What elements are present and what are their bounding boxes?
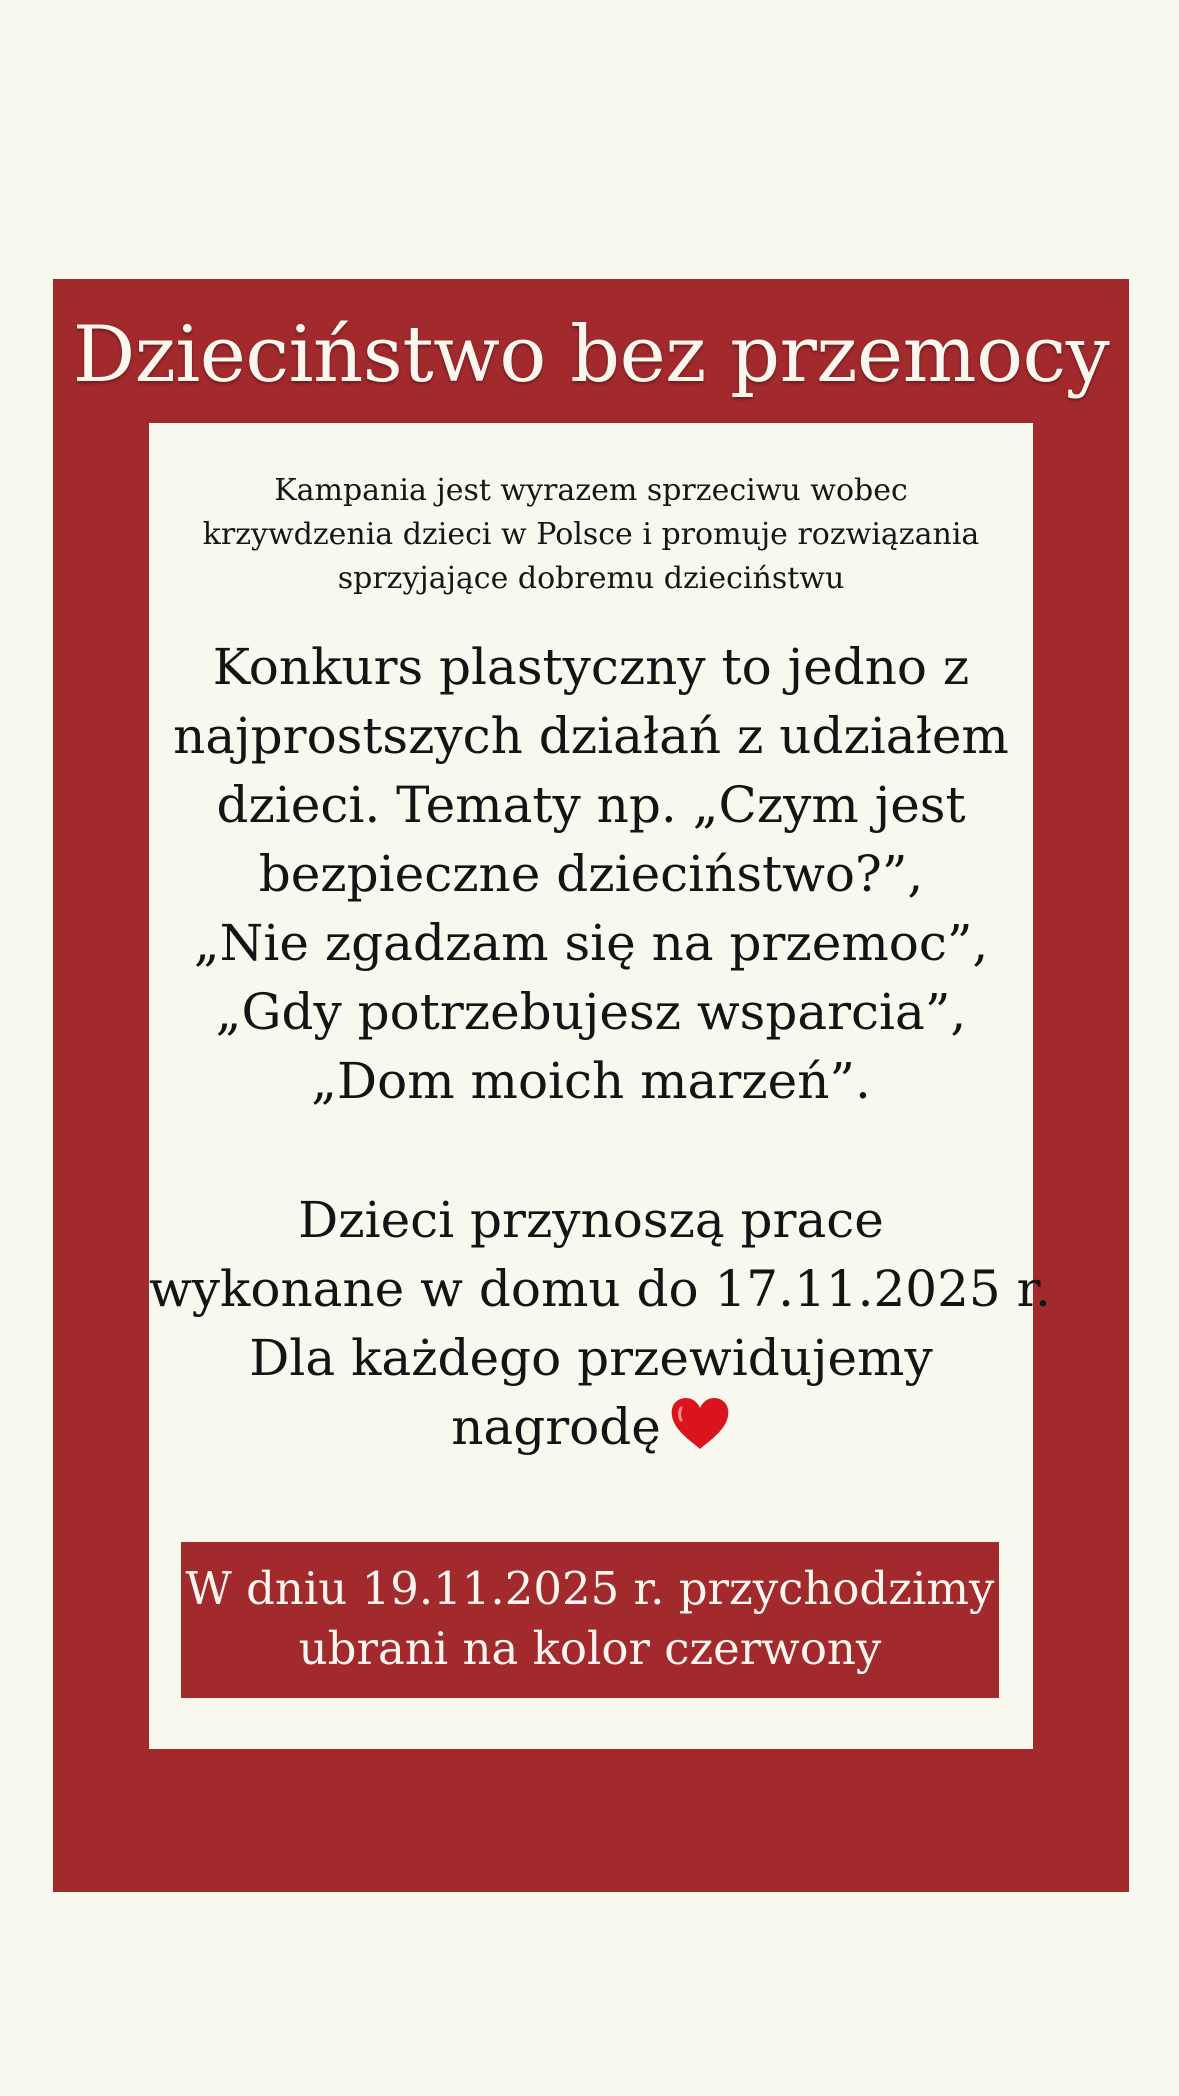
poster-title: Dzieciństwo bez przemocy <box>72 310 1110 400</box>
contest-line: „Dom moich marzeń”. <box>311 1052 871 1110</box>
intro-line: sprzyjające dobremu dzieciństwu <box>337 561 845 596</box>
notice-line: W dniu 19.11.2025 r. przychodzimy <box>185 1562 995 1615</box>
contest-line: najprostszych działań z udziałem <box>173 707 1009 765</box>
paragraph-gap <box>149 1116 1033 1186</box>
deadline-line: Dzieci przynoszą prace <box>298 1191 884 1249</box>
contest-line: „Nie zgadzam się na przemoc”, <box>193 914 989 972</box>
intro-line: Kampania jest wyrazem sprzeciwu wobec <box>274 473 908 508</box>
deadline-line: wykonane w domu do 17.11.2025 r. <box>149 1260 1051 1318</box>
campaign-intro <box>149 469 1033 601</box>
deadline-reward-line <box>149 1393 1033 1462</box>
contest-line: „Gdy potrzebujesz wsparcia”, <box>215 983 967 1041</box>
contest-line: dzieci. Tematy np. „Czym jest <box>216 776 966 834</box>
contest-line: bezpieczne dzieciństwo?”, <box>258 845 924 903</box>
notice-line: ubrani na kolor czerwony <box>298 1622 882 1675</box>
content-card <box>149 423 1051 1749</box>
dress-code-notice <box>181 1542 999 1698</box>
deadline-line: Dla każdego przewidujemy <box>249 1329 933 1387</box>
contest-line: Konkurs plastyczny to jedno z <box>212 638 970 696</box>
main-text <box>149 633 1051 1462</box>
red-heart-icon <box>669 1396 731 1452</box>
poster-frame <box>53 279 1129 1892</box>
intro-line: krzywdzenia dzieci w Polsce i promuje rozwiązania <box>202 517 980 552</box>
reward-text: nagrodę <box>451 1398 661 1456</box>
